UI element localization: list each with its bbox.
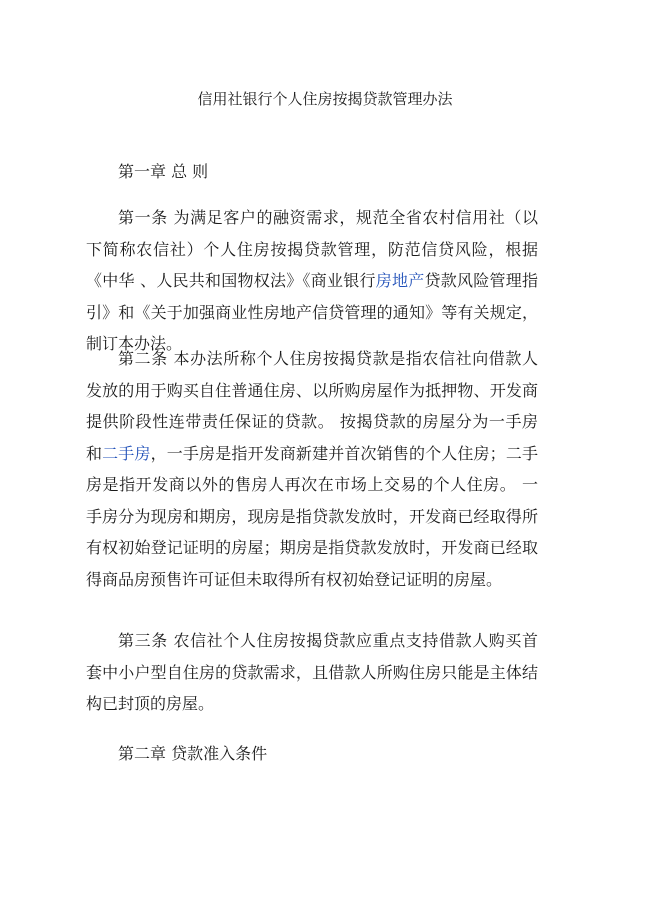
article-1-text-b: 贷款风险管理指引》和《关于加强商业性房地产信贷管理的通知》等有关规定，制订本办法。 <box>86 271 538 353</box>
chapter-2-text: 第二章 贷款准入条件 <box>118 744 268 763</box>
link-second-hand-house[interactable]: 二手房 <box>102 443 151 463</box>
article-1-paragraph <box>86 202 538 360</box>
article-3 <box>86 625 538 720</box>
article-2-paragraph <box>86 343 538 595</box>
chapter-heading-1 <box>86 156 538 188</box>
chapter-heading-2 <box>86 738 538 770</box>
article-1 <box>86 202 538 360</box>
chapter-1-text: 第一章 总 则 <box>118 162 209 181</box>
document-title: 信用社银行个人住房按揭贷款管理办法 <box>197 90 453 108</box>
article-2-text-a: 第二条 本办法所称个人住房按揭贷款是指农信社向借款人发放的用于购买自住普通住房、以所购房屋作为抵押物、开发商提供阶段性连带责任保证的贷款。 按揭贷款的房屋分为一手房和 <box>86 349 538 463</box>
article-1-text-a: 第一条 为满足客户的融资需求，规范全省农村信用社（以下简称农信社）个人住房按揭贷款管理，防范信贷风险，根据《中华 、人民共和国物权法》《商业银行 <box>86 208 538 290</box>
article-2-text-b: ，一手房是指开发商新建并首次销售的个人住房；二手房是指开发商以外的售房人再次在市场上交易的个人住房。 一手房分为现房和期房，现房是指贷款发放时，开发商已经取得所有权初始登记证明的房屋；期房是指贷款发放时，开发商已经取得商品房预售许可证但未取得所有权初始登记证明的房屋。 <box>86 443 538 589</box>
article-2 <box>86 343 538 595</box>
article-3-paragraph: 第三条 农信社个人住房按揭贷款应重点支持借款人购买首套中小户型自住房的贷款需求，且借款人所购住房只能是主体结构已封顶的房屋。 <box>86 631 538 713</box>
link-real-estate[interactable]: 房地产 <box>375 271 425 290</box>
